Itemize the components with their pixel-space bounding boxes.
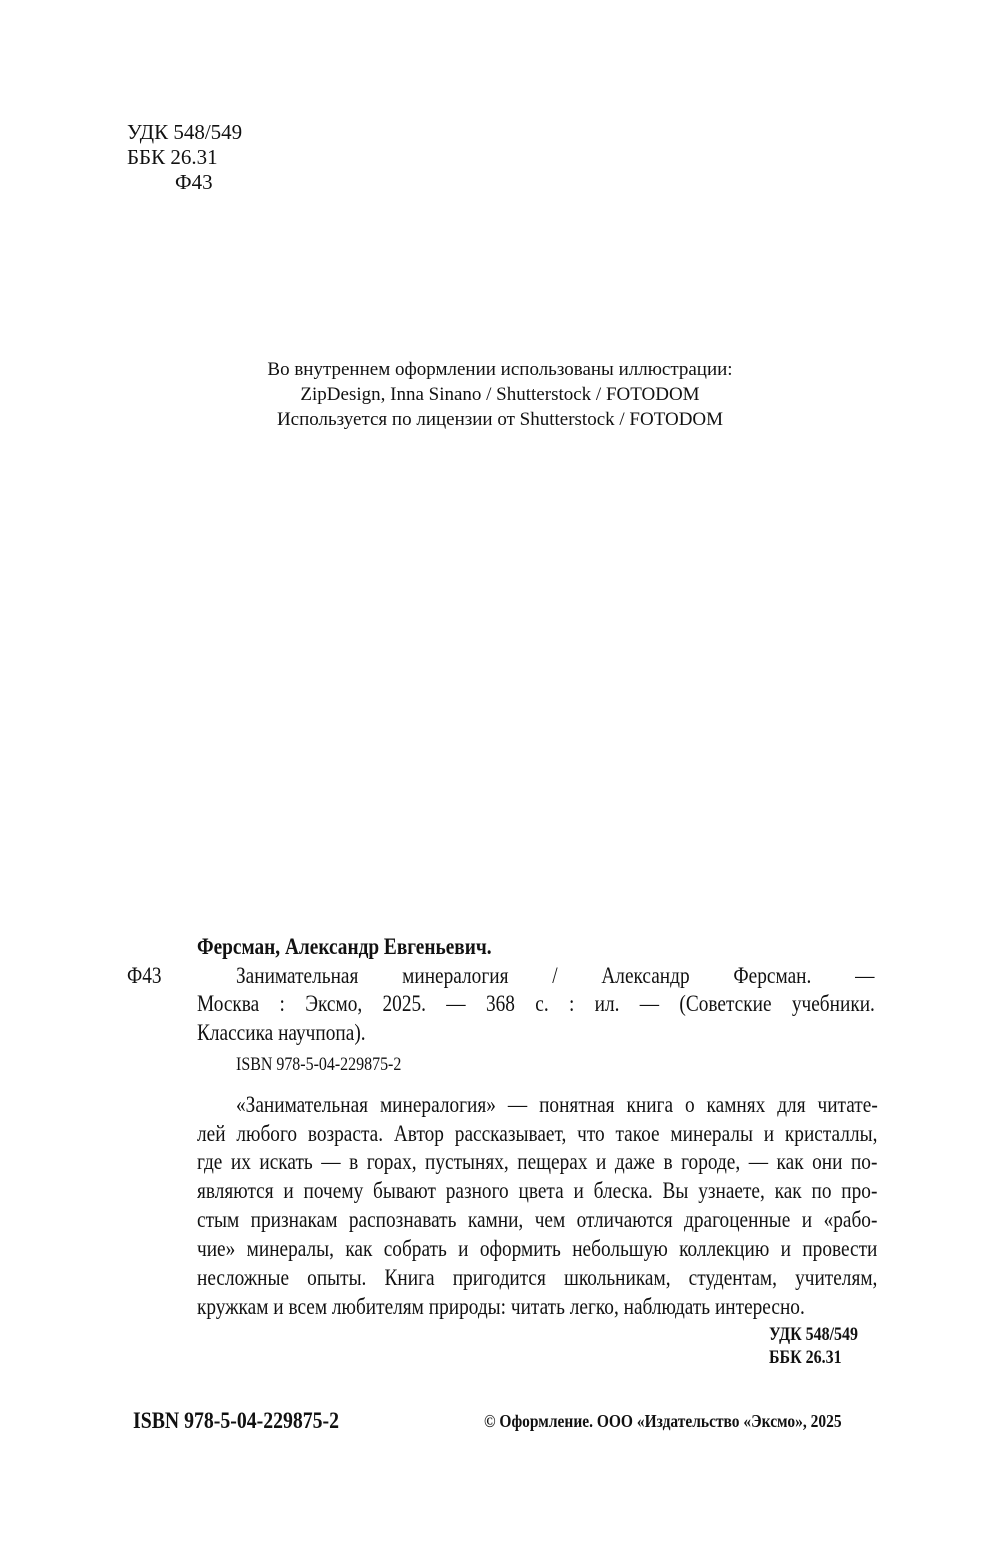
author-mark: Ф43 <box>175 170 213 194</box>
annotation-line: лей любого возраста. Автор рассказывает, что такое минералы и кристаллы, <box>197 1121 878 1146</box>
annotation-line: кружкам и всем любителям природы: читать легко, наблюдать интересно. <box>197 1294 805 1319</box>
credit-line: ZipDesign, Inna Sinano / Shutterstock / FOTODOM <box>300 384 700 405</box>
annotation-line: где их искать — в горах, пустынях, пещерах и даже в городе, — как они по- <box>197 1149 878 1174</box>
credit-line: Используется по лицензии от Shutterstock / FOTODOM <box>276 409 724 430</box>
footer-copyright: © Оформление. ООО «Издательство «Эксмо», 2025 <box>484 1411 842 1431</box>
record-bbk: ББК 26.31 <box>769 1347 842 1368</box>
annotation-line: являются и почему бывают разного цвета и блеска. Вы узнаете, как по про- <box>197 1178 878 1203</box>
record-isbn: ISBN 978-5-04-229875-2 <box>236 1054 402 1075</box>
credit-line: Во внутреннем оформлении использованы иллюстрации: <box>267 359 733 380</box>
annotation-line: стым признакам распознавать камни, чем отличаются драгоценные и «рабо- <box>197 1207 878 1232</box>
bbk-code: ББК 26.31 <box>127 145 218 169</box>
udk-code: УДК 548/549 <box>127 120 243 144</box>
annotation-line: чие» минералы, как собрать и оформить небольшую коллекцию и провести <box>197 1236 878 1261</box>
annotation-line: «Занимательная минералогия» — понятная книга о камнях для читате- <box>236 1092 878 1117</box>
record-author: Ферсман, Александр Евгеньевич. <box>197 934 492 959</box>
record-udk: УДК 548/549 <box>769 1324 858 1345</box>
annotation-line: несложные опыты. Книга пригодится школьникам, студентам, учителям, <box>197 1265 878 1290</box>
record-title-line: Занимательная минералогия / Александр Ферсман. — <box>236 963 875 988</box>
record-title-line: Классика научпопа). <box>197 1020 366 1045</box>
record-title-line: Москва : Эксмо, 2025. — 368 с. : ил. — (Советские учебники. <box>197 991 875 1016</box>
footer-isbn: ISBN 978-5-04-229875-2 <box>133 1408 340 1433</box>
record-mark: Ф43 <box>127 963 162 988</box>
